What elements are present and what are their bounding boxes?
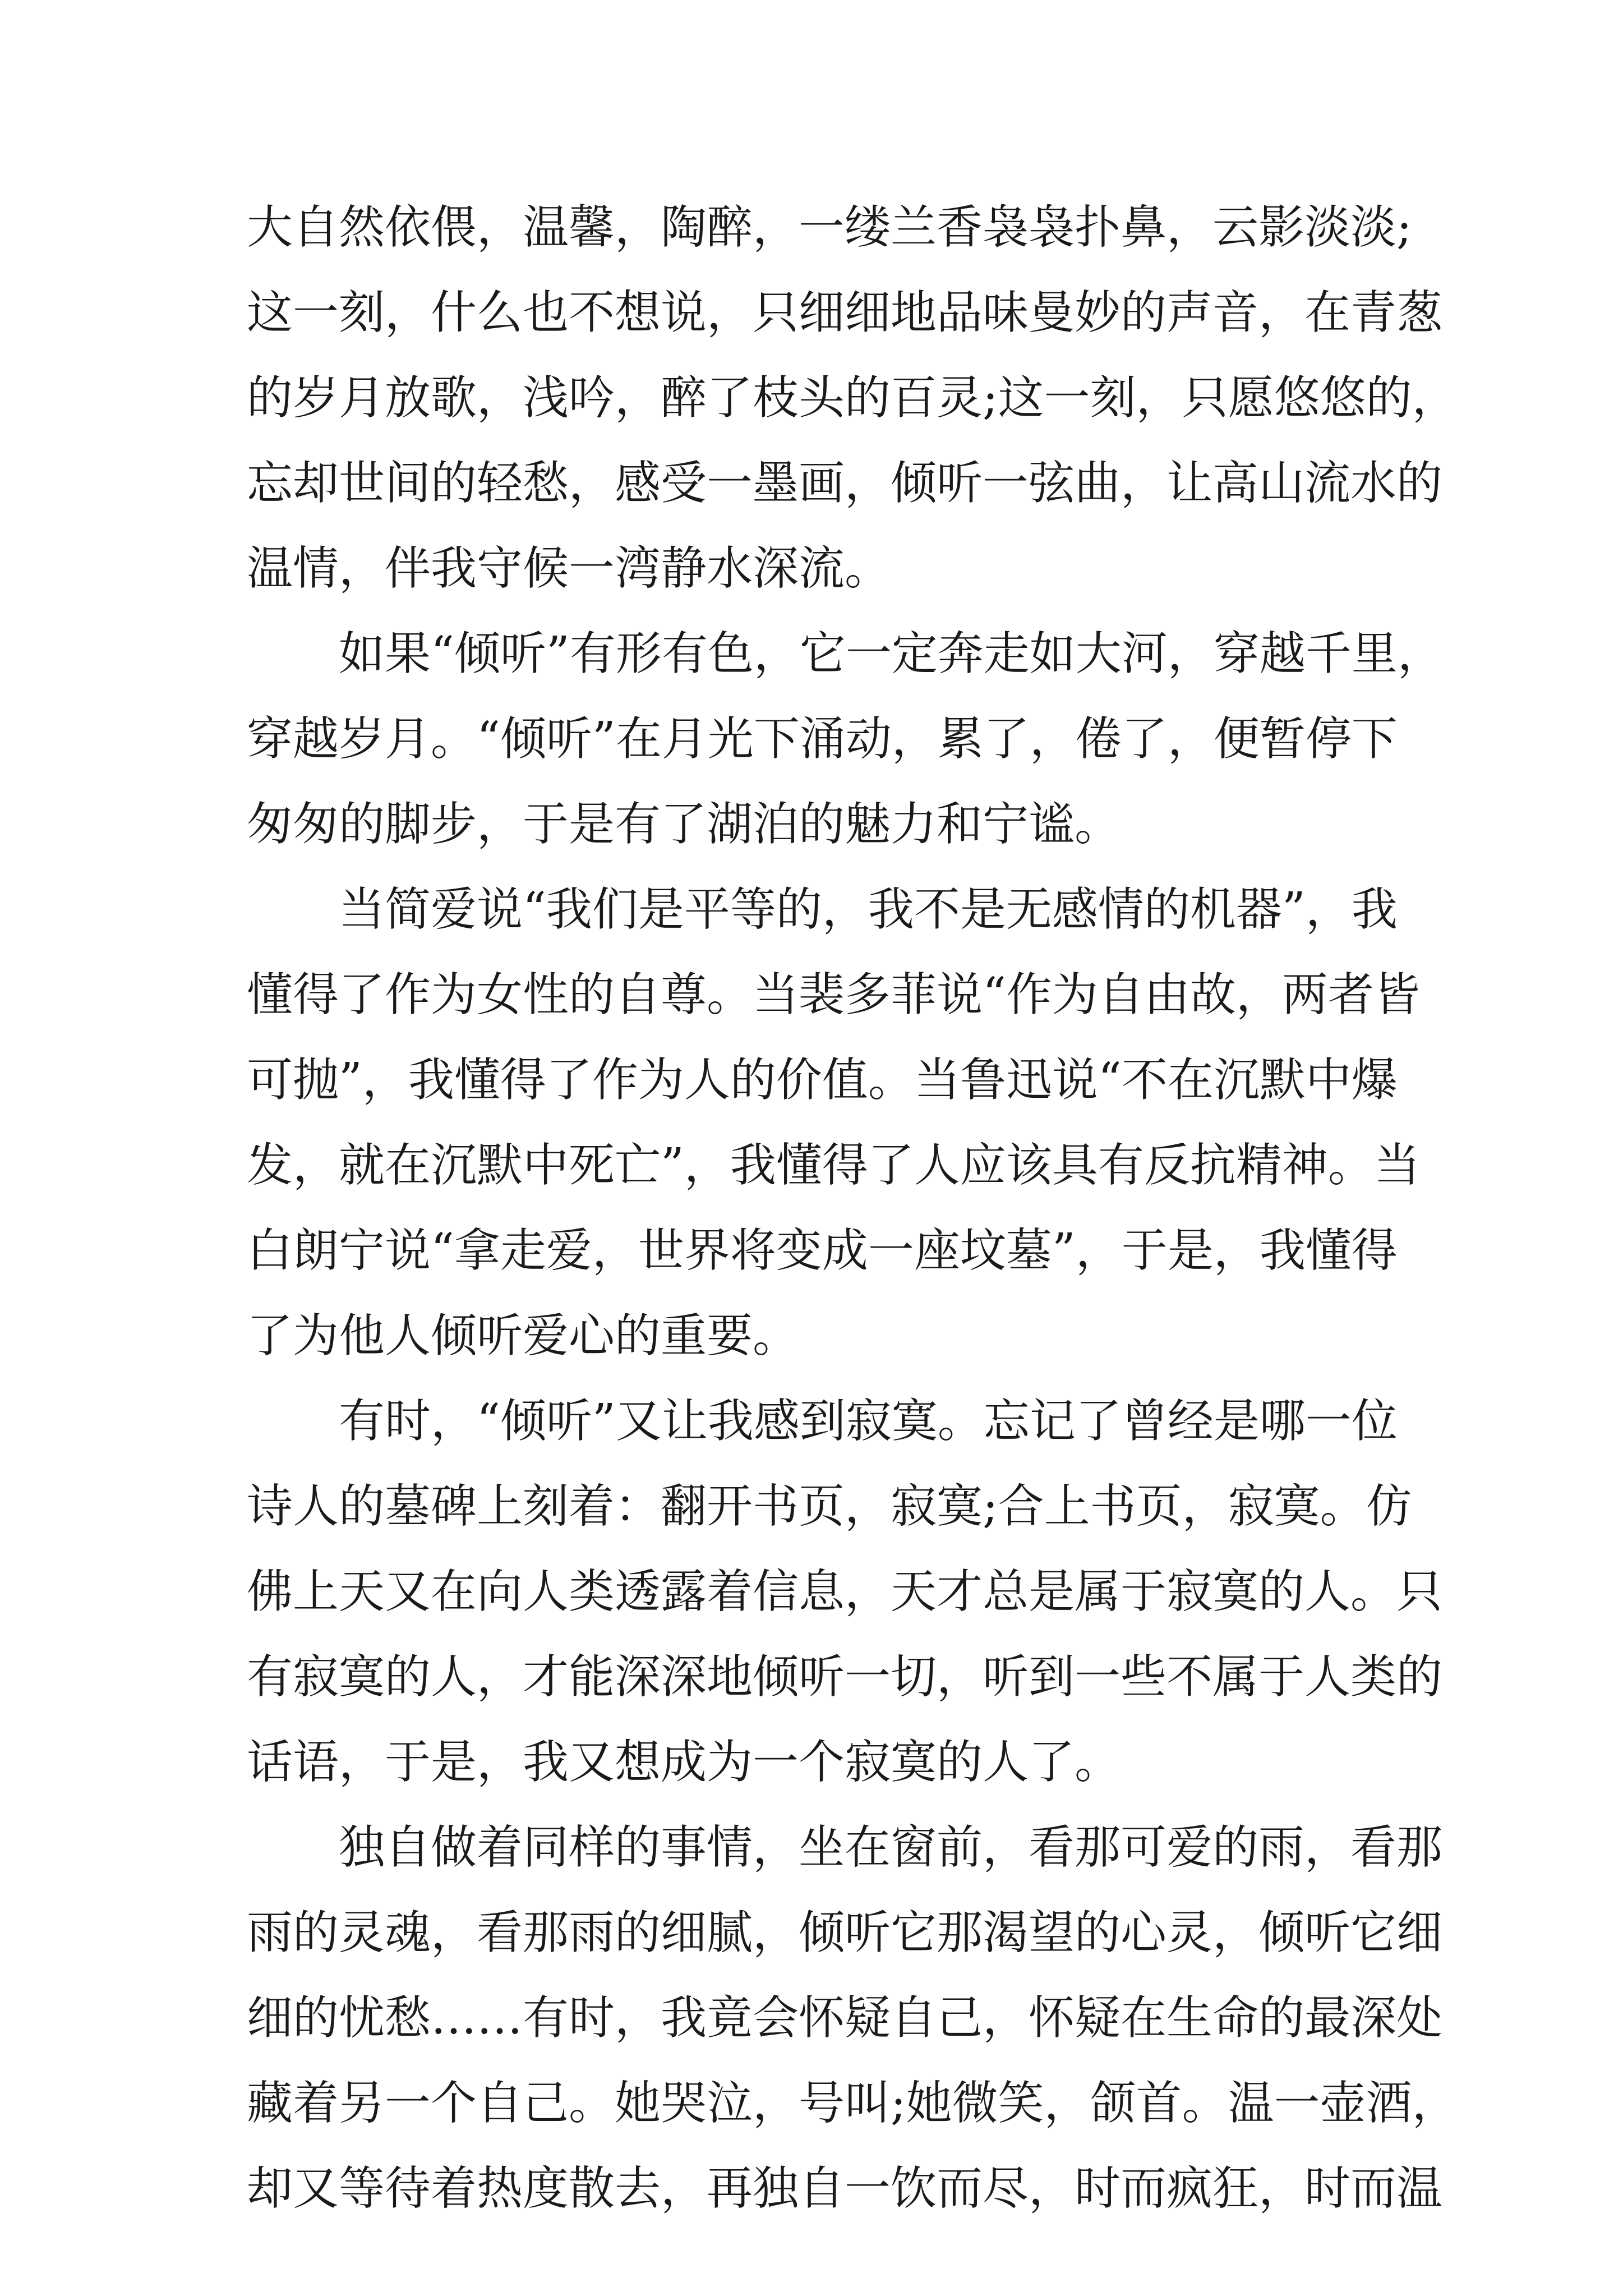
paragraph-1-line-5: 温情，伴我守候一湾静水深流。 [247, 542, 891, 595]
paragraph-4-line-4: 有寂寞的人，才能深深地倾听一切，听到一些不属于人类的 [247, 1650, 1443, 1704]
paragraph-1-line-4: 忘却世间的轻愁，感受一墨画，倾听一弦曲，让高山流水的 [247, 457, 1443, 510]
paragraph-5-line-2: 雨的灵魂，看那雨的细腻，倾听它那渴望的心灵，倾听它细 [247, 1906, 1443, 1959]
paragraph-2-line-1: 如果“倾听”有形有色，它一定奔走如大河，穿越千里， [339, 627, 1444, 680]
paragraph-4-line-3: 佛上天又在向人类透露着信息，天才总是属于寂寞的人。只 [247, 1565, 1443, 1618]
paragraph-5-line-4: 藏着另一个自己。她哭泣，号叫;她微笑，颌首。温一壶酒， [247, 2077, 1458, 2130]
paragraph-5-line-3: 细的忧愁……有时，我竟会怀疑自己，怀疑在生命的最深处 [247, 1991, 1443, 2045]
paragraph-3-line-5: 白朗宁说“拿走爱，世界将变成一座坟墓”，于是，我懂得 [247, 1224, 1398, 1277]
paragraph-4-line-5: 话语，于是，我又想成为一个寂寞的人了。 [247, 1736, 1121, 1789]
paragraph-2-line-3: 匆匆的脚步，于是有了湖泊的魅力和宁谧。 [247, 798, 1121, 851]
paragraph-5-line-5: 却又等待着热度散去，再独自一饮而尽，时而疯狂，时而温 [247, 2162, 1443, 2215]
paragraph-3-line-1: 当简爱说“我们是平等的，我不是无感情的机器”，我 [339, 883, 1398, 936]
paragraph-1-line-1: 大自然依偎，温馨，陶醉，一缕兰香袅袅扑鼻，云影淡淡; [247, 201, 1412, 254]
body-text [247, 185, 1458, 2231]
paragraph-1-line-3: 的岁月放歌，浅吟，醉了枝头的百灵;这一刻，只愿悠悠的， [247, 371, 1458, 425]
paragraph-1-line-2: 这一刻，什么也不想说，只细细地品味曼妙的声音，在青葱 [247, 286, 1443, 339]
paragraph-5-line-1: 独自做着同样的事情，坐在窗前，看那可爱的雨，看那 [339, 1821, 1443, 1874]
paragraph-4-line-1: 有时，“倾听”又让我感到寂寞。忘记了曾经是哪一位 [339, 1395, 1398, 1448]
paragraph-3-line-3: 可抛”，我懂得了作为人的价值。当鲁迅说“不在沉默中爆 [247, 1053, 1398, 1107]
paragraph-3-line-2: 懂得了作为女性的自尊。当裴多菲说“作为自由故，两者皆 [247, 968, 1420, 1022]
paragraph-3-line-6: 了为他人倾听爱心的重要。 [247, 1309, 799, 1363]
paragraph-2-line-2: 穿越岁月。“倾听”在月光下涌动，累了，倦了，便暂停下 [247, 712, 1398, 766]
paragraph-3-line-4: 发，就在沉默中死亡”，我懂得了人应该具有反抗精神。当 [247, 1139, 1420, 1192]
paragraph-4-line-2: 诗人的墓碑上刻着：翻开书页，寂寞;合上书页，寂寞。仿 [247, 1480, 1412, 1533]
